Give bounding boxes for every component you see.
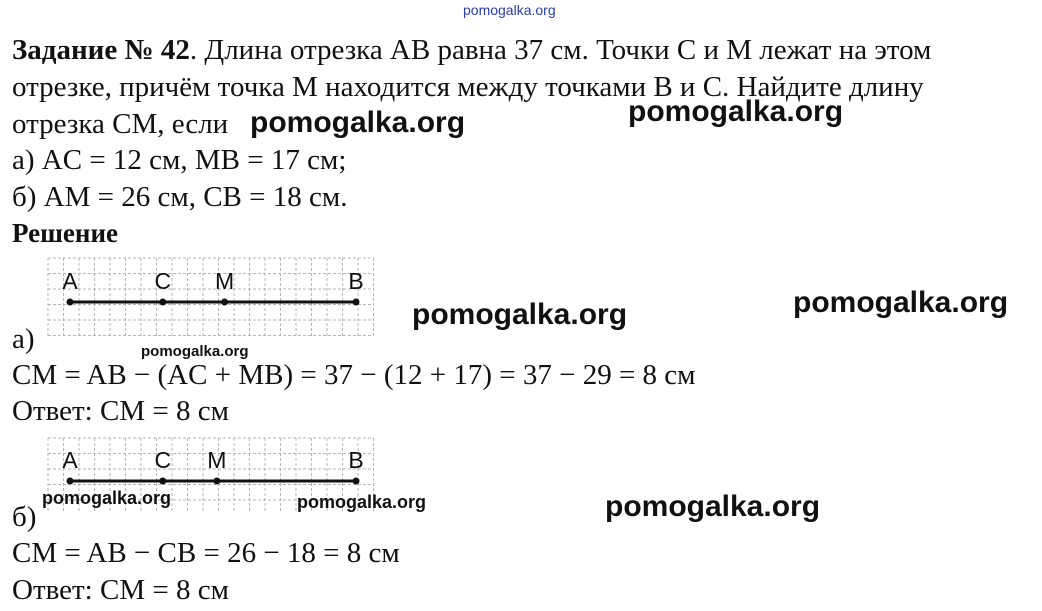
task-line-3: отрезка CM, если	[12, 108, 229, 140]
part-b-equation: CM = AB − CB = 26 − 18 = 8 см	[12, 537, 400, 569]
grid	[48, 258, 374, 338]
watermark: pomogalka.org	[297, 492, 427, 512]
task-label: Задание № 42	[12, 34, 190, 66]
watermark: pomogalka.org	[250, 106, 466, 139]
point-m-dot	[221, 299, 228, 306]
task-line-2: отрезке, причём точка M находится между точками B и C. Найдите длину	[12, 71, 924, 103]
segment-diagram-a	[40, 250, 380, 345]
point-a-label: A	[62, 447, 78, 473]
point-b-dot	[353, 478, 360, 485]
watermark: pomogalka.org	[141, 343, 249, 360]
point-c-label: C	[154, 268, 172, 294]
part-a-answer: Ответ: CM = 8 см	[12, 395, 229, 427]
point-m-dot	[213, 478, 220, 485]
condition-b: б) AM = 26 см, CB = 18 см.	[12, 181, 348, 213]
point-b-label: B	[348, 447, 364, 473]
point-b-label: B	[348, 268, 364, 294]
point-c-dot	[159, 299, 166, 306]
part-a-label: а)	[12, 323, 35, 355]
watermark: pomogalka.org	[605, 490, 821, 523]
watermark: pomogalka.org	[412, 298, 628, 331]
point-c-dot	[159, 478, 166, 485]
part-b-answer: Ответ: CM = 8 см	[12, 574, 229, 606]
task-line-1-text: . Длина отрезка AB равна 37 см. Точки C и M лежат на этом	[189, 34, 932, 66]
point-a-label: A	[62, 268, 78, 294]
point-a-dot	[67, 299, 74, 306]
point-a-dot	[67, 478, 74, 485]
point-m-label: M	[215, 268, 235, 294]
watermark: pomogalka.org	[793, 286, 1009, 319]
task-line-1	[12, 33, 931, 67]
solution-heading: Решение	[12, 218, 118, 248]
watermark: pomogalka.org	[628, 95, 844, 128]
top-watermark: pomogalka.org	[463, 2, 556, 18]
point-m-label: M	[207, 447, 227, 473]
condition-a: а) AC = 12 см, MB = 17 см;	[12, 144, 347, 176]
part-b-label: б)	[12, 501, 37, 533]
watermark: pomogalka.org	[42, 488, 172, 508]
point-b-dot	[353, 299, 360, 306]
point-c-label: C	[154, 447, 172, 473]
part-a-equation: CM = AB − (AC + MB) = 37 − (12 + 17) = 37 − 29 = 8 см	[12, 359, 696, 391]
